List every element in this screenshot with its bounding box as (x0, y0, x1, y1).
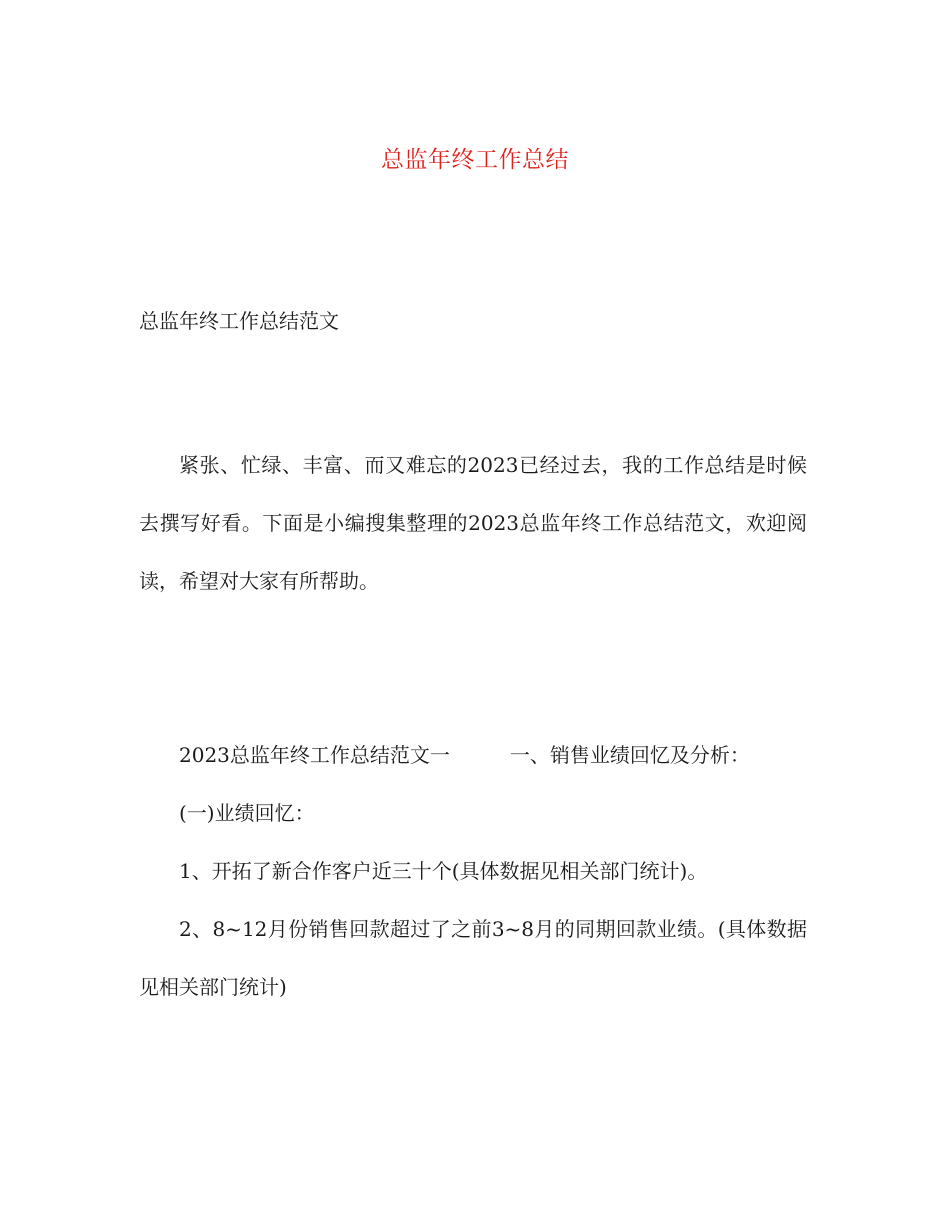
intro-paragraph: 紧张、忙绿、丰富、而又难忘的2023已经过去，我的工作总结是时候去撰写好看。下面是小编搜集整理的2023总监年终工作总结范文，欢迎阅读，希望对大家有所帮助。 (139, 453, 807, 593)
list-item-2: 2、8~12月份销售回款超过了之前3~8月的同期回款业绩。(具体数据见相关部门统计) (139, 917, 807, 999)
main-content (139, 726, 807, 1016)
list-item-1: 1、开拓了新合作客户近三十个(具体数据见相关部门统计)。 (179, 859, 708, 883)
document-subtitle: 总监年终工作总结范文 (139, 309, 339, 333)
section-first-item: 一、销售业绩回忆及分析： (509, 743, 750, 767)
section-line (139, 726, 807, 784)
document-title: 总监年终工作总结 (381, 147, 569, 173)
intro-block (139, 436, 807, 610)
subsection-heading: (一)业绩回忆： (179, 801, 315, 825)
section-heading: 2023总监年终工作总结范文一 (179, 743, 450, 767)
